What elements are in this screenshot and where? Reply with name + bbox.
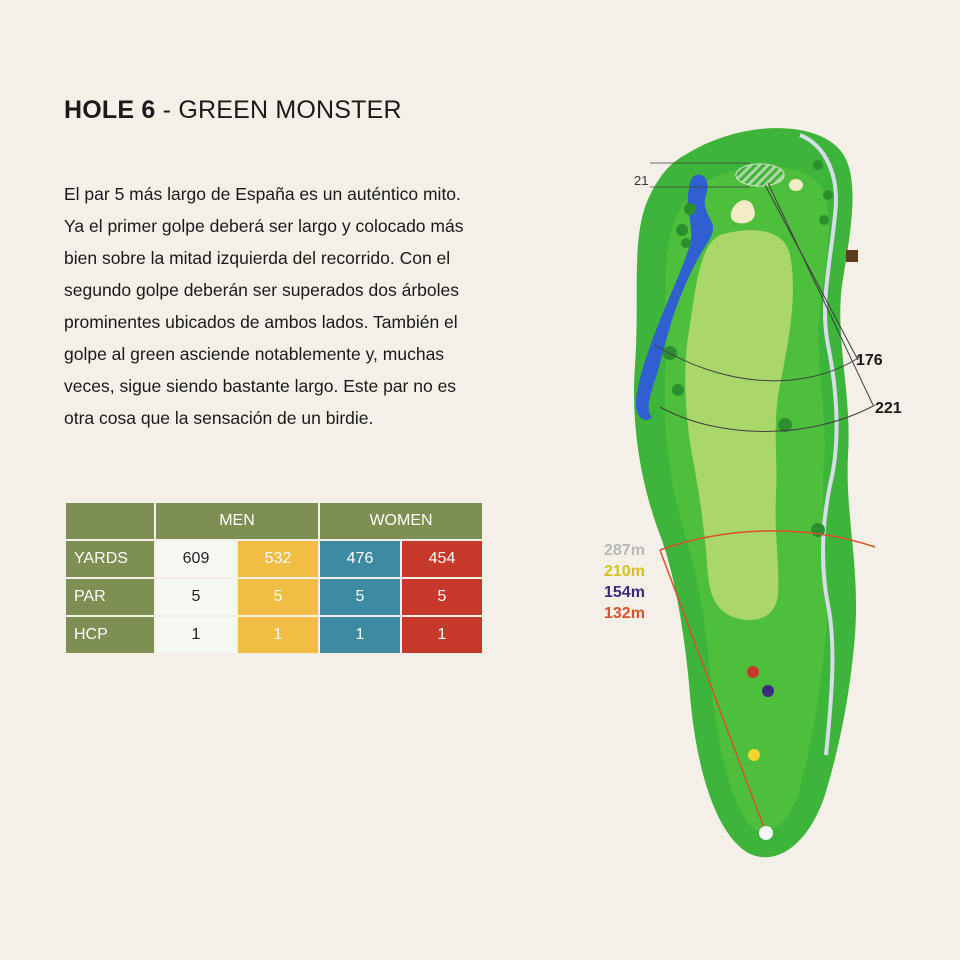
header-men: MEN [156, 503, 318, 539]
scorecard-header-row [66, 503, 482, 539]
cell-par-red: 5 [402, 579, 482, 615]
hole-map [590, 95, 930, 875]
hole-title [64, 96, 402, 125]
hole-name: GREEN MONSTER [178, 96, 402, 124]
tee-distance-yellow: 210m [604, 563, 645, 580]
cell-yards-blue: 476 [320, 541, 400, 577]
table-row [66, 579, 482, 615]
row-label-yards: YARDS [66, 541, 154, 577]
cell-yards-yellow: 532 [238, 541, 318, 577]
row-label-par: PAR [66, 579, 154, 615]
cell-yards-red: 454 [402, 541, 482, 577]
tee-distance-white: 287m [604, 542, 645, 559]
header-blank-cell [66, 503, 154, 539]
tee-distance-red: 132m [604, 605, 645, 622]
cell-par-yellow: 5 [238, 579, 318, 615]
cell-hcp-white: 1 [156, 617, 236, 653]
cell-hcp-red: 1 [402, 617, 482, 653]
tee-marker-yellow [748, 749, 760, 761]
tee-marker-red [747, 666, 759, 678]
title-separator: - [155, 96, 179, 124]
cell-yards-white: 609 [156, 541, 236, 577]
green-depth-label: 21 [634, 173, 649, 188]
table-row [66, 541, 482, 577]
hole-number: HOLE 6 [64, 96, 156, 124]
row-label-hcp: HCP [66, 617, 154, 653]
table-row [66, 617, 482, 653]
cell-par-blue: 5 [320, 579, 400, 615]
hole-description: El par 5 más largo de España es un auténtico mito. Ya el primer golpe deberá ser largo y colocado más bien sobre la mitad izquierda del recorrido. Con el segundo golpe deberán ser superados dos árboles prominentes ubicados de ambos lados. También el golpe al green asciende notablemente y, muchas veces, sigue siendo bastante largo. Este par no es otra cosa que la sensación de un birdie. [64, 184, 464, 428]
distance-label-176: 176 [856, 352, 883, 369]
distance-label-221: 221 [875, 400, 902, 417]
green-shade [736, 164, 784, 186]
tee-marker-blue [762, 685, 774, 697]
bunker [789, 179, 803, 191]
cell-hcp-yellow: 1 [238, 617, 318, 653]
cell-hcp-blue: 1 [320, 617, 400, 653]
tee-distance-blue: 154m [604, 584, 645, 601]
building-icon [846, 250, 858, 262]
tee-marker-white [759, 826, 773, 840]
scorecard-table [64, 501, 484, 655]
header-women: WOMEN [320, 503, 482, 539]
cell-par-white: 5 [156, 579, 236, 615]
